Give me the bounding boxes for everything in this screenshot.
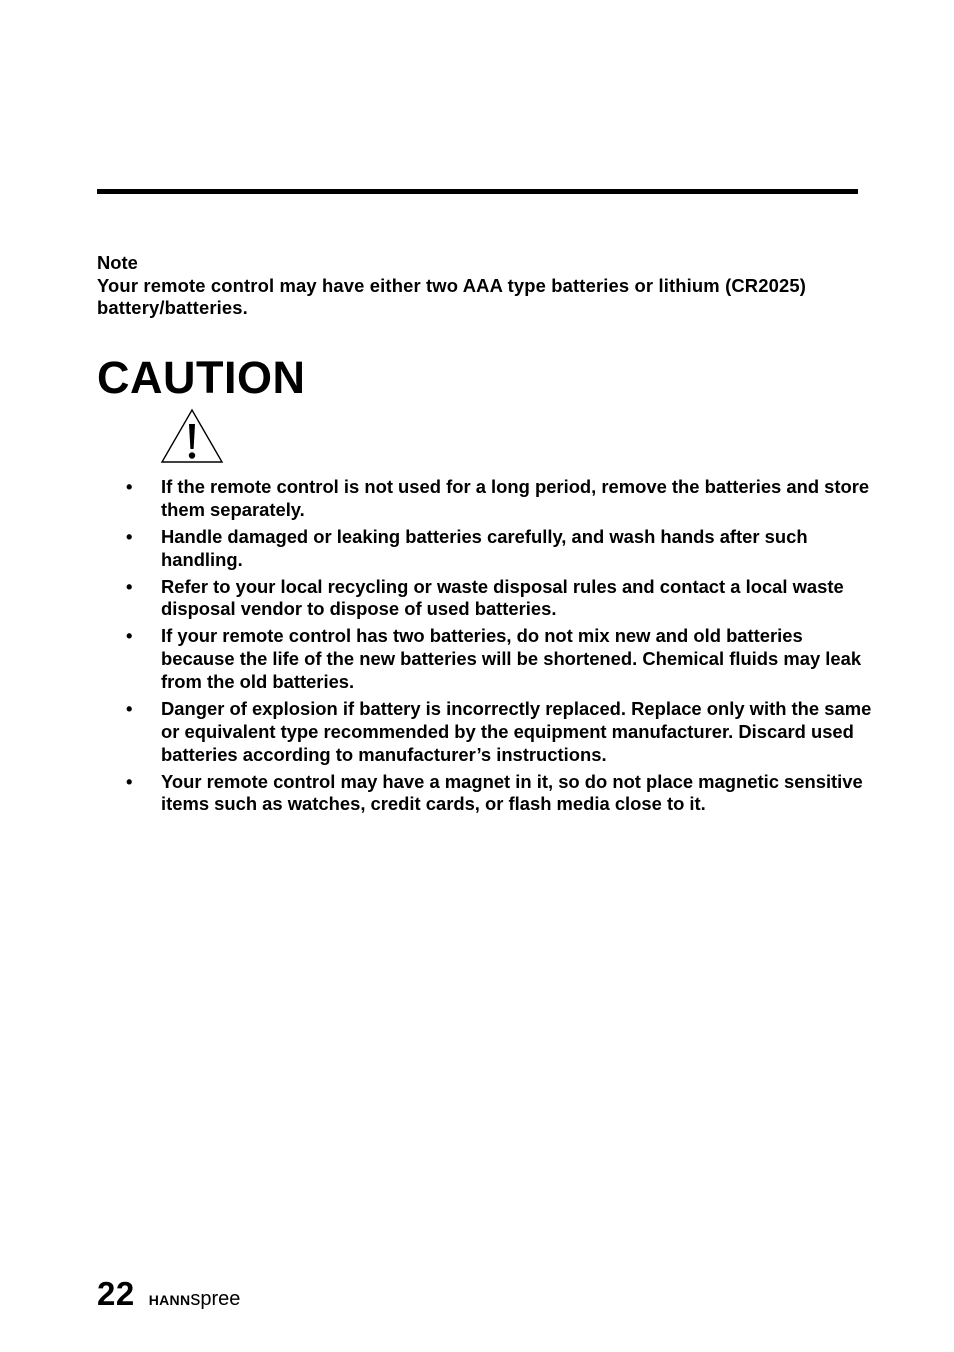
header-rule bbox=[97, 189, 858, 194]
list-item bbox=[97, 476, 872, 522]
page-number: 22 bbox=[97, 1275, 135, 1312]
page-footer bbox=[97, 1272, 240, 1322]
brand-logo bbox=[149, 1277, 241, 1322]
list-item bbox=[97, 625, 872, 693]
list-item bbox=[97, 698, 872, 766]
list-item-text: Refer to your local recycling or waste disposal rules and contact a local waste disposal vendor to dispose of used batteries. bbox=[161, 575, 844, 620]
bullet-marker: • bbox=[126, 575, 133, 597]
caution-list bbox=[97, 476, 872, 820]
list-item-text: Danger of explosion if battery is incorrectly replaced. Replace only with the same or equivalent type recommended by the equipment manufacturer. Discard used batteries according to manufacturer’s instructions. bbox=[161, 697, 872, 765]
list-item bbox=[97, 576, 872, 622]
bullet-marker: • bbox=[126, 697, 133, 719]
brand-logo-light: spree bbox=[190, 1288, 241, 1310]
bullet-marker: • bbox=[126, 525, 133, 547]
note-text: Your remote control may have either two AAA type batteries or lithium (CR2025) battery/batteries. bbox=[97, 274, 806, 318]
note-title: Note bbox=[97, 252, 138, 273]
bullet-marker: • bbox=[126, 625, 133, 647]
bullet-marker: • bbox=[126, 770, 133, 792]
list-item-text: Handle damaged or leaking batteries carefully, and wash hands after such handling. bbox=[161, 525, 808, 570]
list-item-text: Your remote control may have a magnet in it, so do not place magnetic sensitive items such as watches, credit cards, or flash media close to it. bbox=[161, 770, 863, 815]
list-item-text: If your remote control has two batteries, do not mix new and old batteries because the life of the new batteries will be shortened. Chemical fluids may leak from the old batteries. bbox=[161, 625, 862, 692]
bullet-marker: • bbox=[126, 476, 133, 497]
caution-heading: CAUTION bbox=[97, 352, 306, 403]
list-item bbox=[97, 771, 872, 817]
list-item-text: If the remote control is not used for a long period, remove the batteries and store them separately. bbox=[161, 476, 870, 520]
note-block bbox=[97, 252, 867, 320]
brand-logo-bold: HANN bbox=[148, 1292, 191, 1308]
warning-triangle-icon bbox=[160, 408, 224, 464]
list-item bbox=[97, 526, 872, 572]
